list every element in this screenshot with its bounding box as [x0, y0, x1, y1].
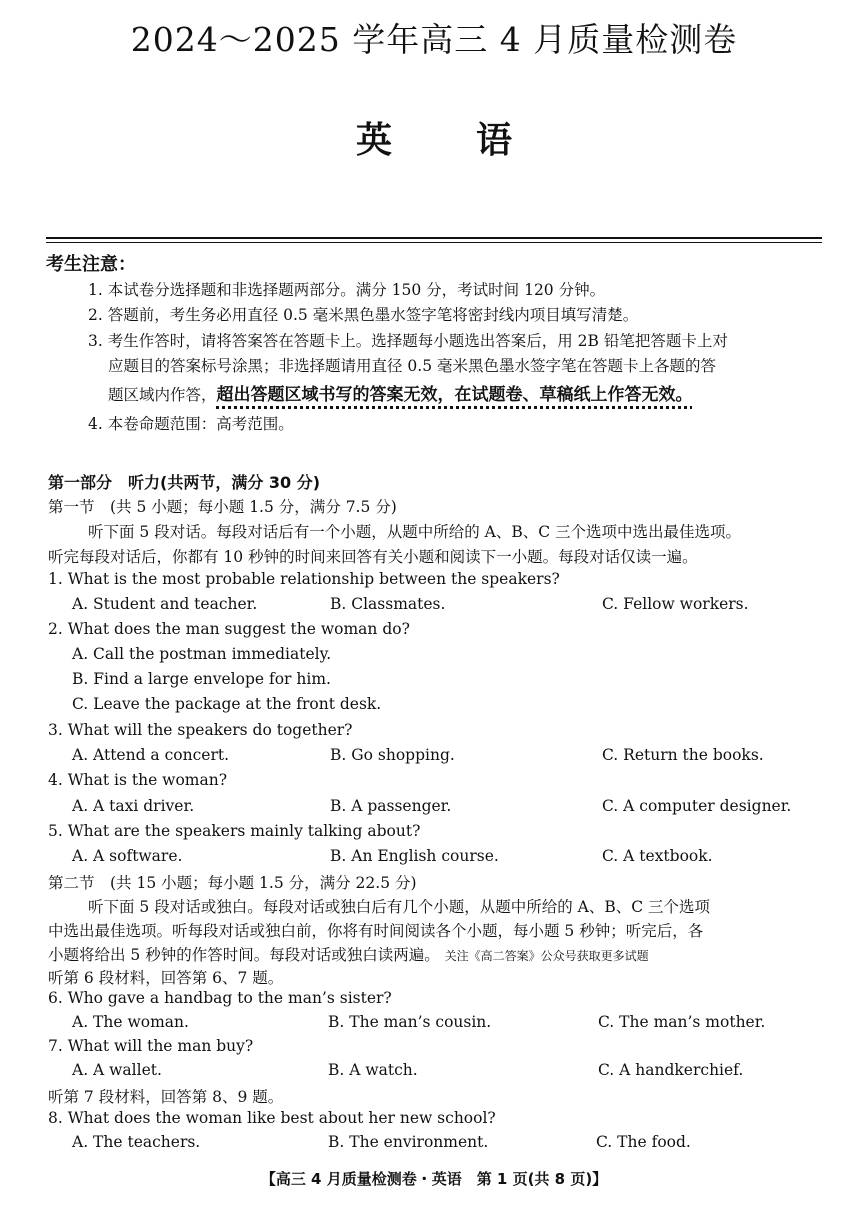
q8-option-b: B. The environment. — [328, 1133, 489, 1151]
notice-item-3-prefix: 题区域内作答， — [108, 386, 217, 404]
q3-option-c: C. Return the books. — [602, 746, 764, 764]
header-divider-thin — [46, 242, 822, 243]
notice-item-4: 4. 本卷命题范围：高考范围。 — [88, 415, 294, 433]
q7-option-a: A. A wallet. — [72, 1061, 162, 1079]
watermark-text: 关注《高二答案》公众号获取更多试题 — [444, 949, 649, 963]
section1-instructions-line2: 听完每段对话后，你都有 10 秒钟的时间来回答有关小题和阅读下一小题。每段对话仅读一遍。 — [48, 548, 698, 566]
section2-instructions-text: 小题将给出 5 秒钟的作答时间。每段对话或独白读两遍。 — [48, 946, 440, 964]
q5-option-a: A. A software. — [72, 847, 183, 865]
q2-option-a: A. Call the postman immediately. — [72, 645, 332, 663]
section2-instructions-line2: 中选出最佳选项。听每段对话或独白前，你将有时间阅读各个小题，每小题 5 秒钟；听完后，各 — [48, 922, 704, 940]
section2-heading: 第二节 (共 15 小题；每小题 1.5 分，满分 22.5 分) — [48, 874, 417, 892]
q5-option-b: B. An English course. — [330, 847, 499, 865]
q1-option-a: A. Student and teacher. — [72, 595, 258, 613]
q7-option-c: C. A handkerchief. — [598, 1061, 744, 1079]
q6-option-b: B. The man’s cousin. — [328, 1013, 492, 1031]
q2-option-c: C. Leave the package at the front desk. — [72, 695, 382, 713]
question-3: 3. What will the speakers do together? — [48, 721, 353, 739]
header-divider — [46, 237, 822, 239]
q4-option-b: B. A passenger. — [330, 797, 452, 815]
material-7-instruction: 听第 7 段材料，回答第 8、9 题。 — [48, 1088, 284, 1106]
q6-option-a: A. The woman. — [72, 1013, 189, 1031]
q8-option-a: A. The teachers. — [72, 1133, 201, 1151]
question-8: 8. What does the woman like best about her new school? — [48, 1109, 496, 1127]
notice-item-1: 1. 本试卷分选择题和非选择题两部分。满分 150 分，考试时间 120 分钟。 — [88, 281, 606, 299]
q3-option-b: B. Go shopping. — [330, 746, 455, 764]
q7-option-b: B. A watch. — [328, 1061, 418, 1079]
section1-heading: 第一节 (共 5 小题；每小题 1.5 分，满分 7.5 分) — [48, 498, 397, 516]
page-footer: 【高三 4 月质量检测卷・英语 第 1 页(共 8 页)】 — [260, 1170, 608, 1188]
question-6: 6. Who gave a handbag to the man’s sister? — [48, 989, 392, 1007]
section2-instructions-line1: 听下面 5 段对话或独白。每段对话或独白后有几个小题，从题中所给的 A、B、C 三个选项 — [88, 898, 711, 916]
notice-warning: 超出答题区域书写的答案无效，在试题卷、草稿纸上作答无效。 — [216, 385, 693, 405]
part1-heading: 第一部分 听力(共两节，满分 30 分) — [48, 473, 321, 492]
q4-option-c: C. A computer designer. — [602, 797, 792, 815]
material-6-instruction: 听第 6 段材料，回答第 6、7 题。 — [48, 969, 284, 987]
exam-title: 2024～2025 学年高三 4 月质量检测卷 — [130, 20, 738, 59]
notice-item-3-end — [108, 380, 693, 405]
notice-item-3-cont: 应题目的答案标号涂黑；非选择题请用直径 0.5 毫米黑色墨水签字笔在答题卡上各题的答 — [108, 357, 717, 375]
question-4: 4. What is the woman? — [48, 771, 228, 789]
question-1: 1. What is the most probable relationship between the speakers? — [48, 570, 560, 588]
section2-instructions-line3 — [48, 943, 649, 965]
question-5: 5. What are the speakers mainly talking about? — [48, 822, 421, 840]
section1-instructions-line1: 听下面 5 段对话。每段对话后有一个小题，从题中所给的 A、B、C 三个选项中选出最佳选项。 — [88, 523, 742, 541]
q1-option-c: C. Fellow workers. — [602, 595, 749, 613]
q2-option-b: B. Find a large envelope for him. — [72, 670, 331, 688]
q1-option-b: B. Classmates. — [330, 595, 446, 613]
subject-title: 英语 — [355, 119, 596, 161]
q5-option-c: C. A textbook. — [602, 847, 713, 865]
question-7: 7. What will the man buy? — [48, 1037, 254, 1055]
q3-option-a: A. Attend a concert. — [72, 746, 230, 764]
notice-item-3: 3. 考生作答时，请将答案答在答题卡上。选择题每小题选出答案后，用 2B 铅笔把答题卡上对 — [88, 332, 728, 350]
notice-item-2: 2. 答题前，考生务必用直径 0.5 毫米黑色墨水签字笔将密封线内项目填写清楚。 — [88, 306, 639, 324]
q8-option-c: C. The food. — [596, 1133, 691, 1151]
q4-option-a: A. A taxi driver. — [72, 797, 195, 815]
q6-option-c: C. The man’s mother. — [598, 1013, 766, 1031]
notice-heading: 考生注意： — [46, 254, 136, 275]
question-2: 2. What does the man suggest the woman do? — [48, 620, 410, 638]
